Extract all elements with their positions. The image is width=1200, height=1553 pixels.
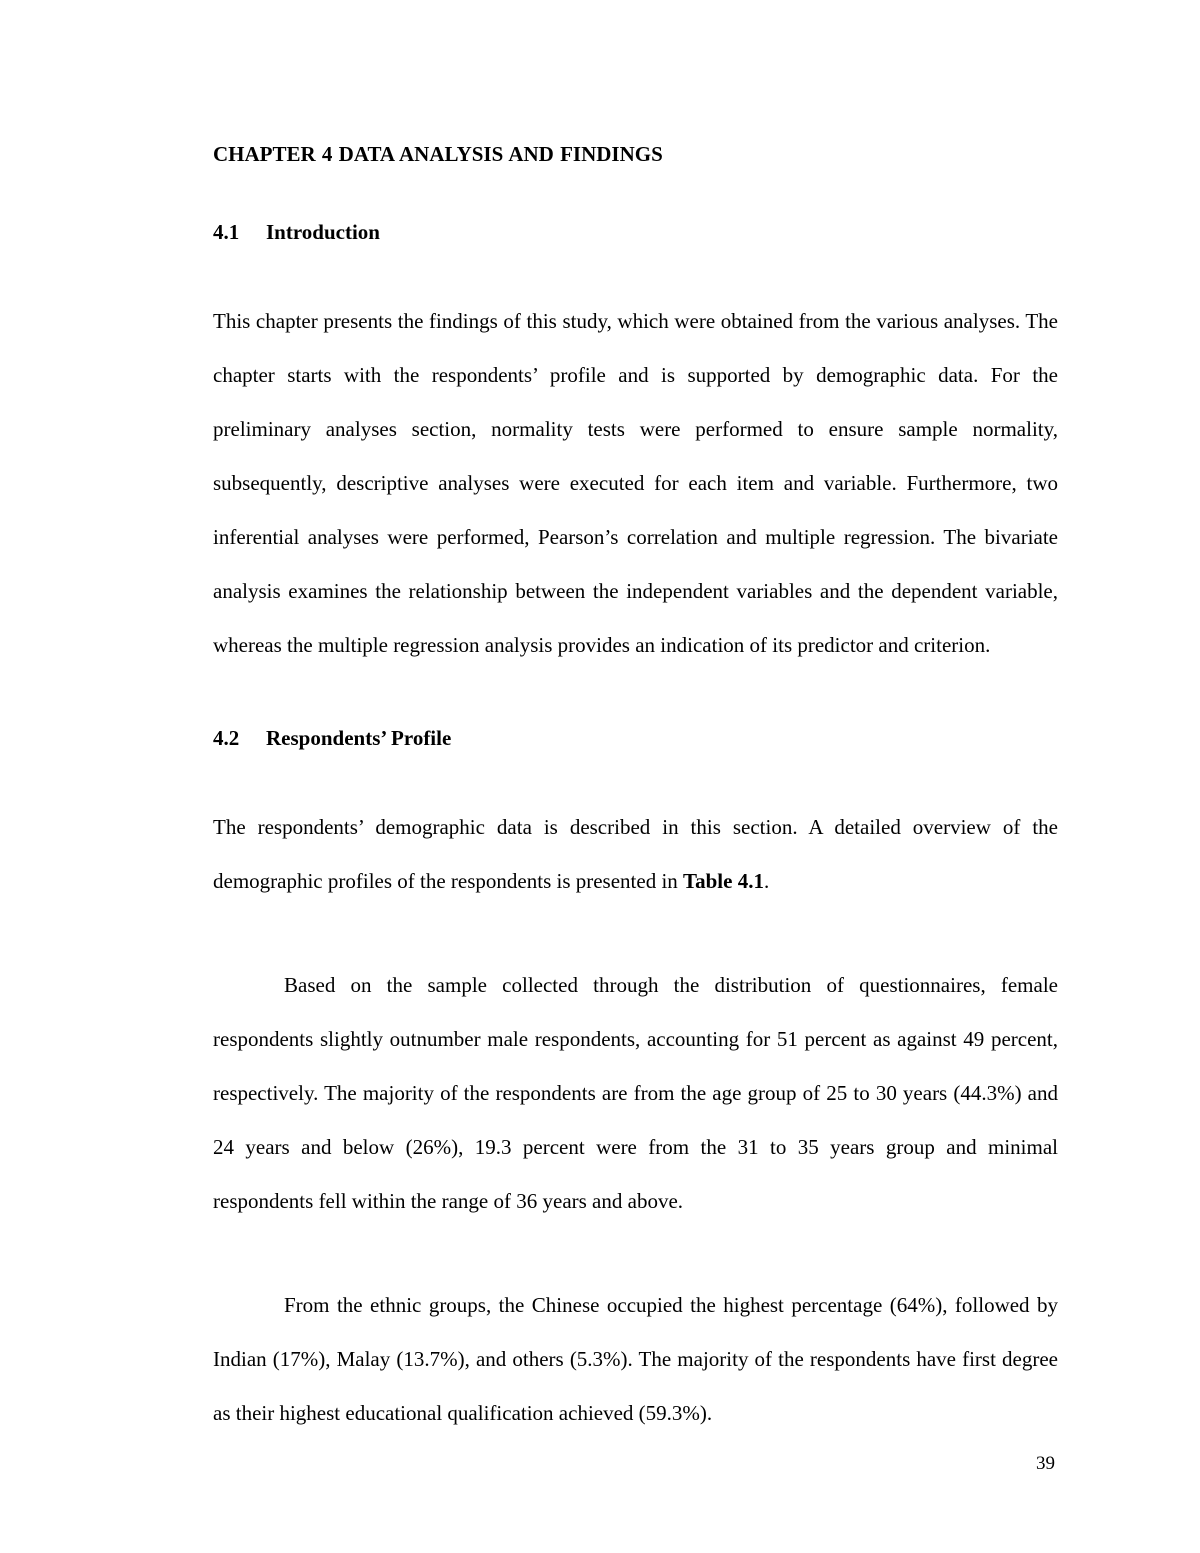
page-number: 39 [1036,1453,1055,1474]
ethnic-education-paragraph: From the ethnic groups, the Chinese occupied the highest percentage (64%), followed by Indian (17%), Malay (13.7%), and others (5.3%). The majority of the respondents have first degree as their highest educational qualification achieved (59.3%). [213,1293,1058,1425]
section-number: 4.1 [213,220,240,244]
section-heading-respondents-profile [213,722,1058,754]
profile-intro-end: . [763,869,770,893]
profile-intro-text: The respondents’ demographic data is described in this section. A detailed overview of the demographic profiles of the respondents is presented in [213,815,1058,893]
gender-age-paragraph: Based on the sample collected through the distribution of questionnaires, female respondents slightly outnumber male respondents, accounting for 51 percent as against 49 percent, respectively. The majority of the respondents are from the age group of 25 to 30 years (44.3%) and 24 years and below (26%), 19.3 percent were from the 31 to 35 years group and minimal respondents fell within the range of 36 years and above. [213,973,1058,1213]
document-page [213,138,1058,1440]
section-heading-introduction [213,216,1058,248]
section-number: 4.2 [213,726,240,750]
introduction-paragraph: This chapter presents the findings of this study, which were obtained from the various analyses. The chapter starts with the respondents’ profile and is supported by demographic data. For the preliminary analyses section, normality tests were performed to ensure sample normality, subsequently, descriptive analyses were executed for each item and variable. Furthermore, two inferential analyses were performed, Pearson’s correlation and multiple regression. The bivariate analysis examines the relationship between the independent variables and the dependent variable, whereas the multiple regression analysis provides an indication of its predictor and criterion. [213,309,1058,657]
profile-intro-paragraph [213,800,1058,908]
section-title: Respondents’ Profile [266,726,452,750]
chapter-title: CHAPTER 4 DATA ANALYSIS AND FINDINGS [213,142,663,166]
table-reference: Table 4.1 [683,869,764,893]
section-title: Introduction [266,220,380,244]
